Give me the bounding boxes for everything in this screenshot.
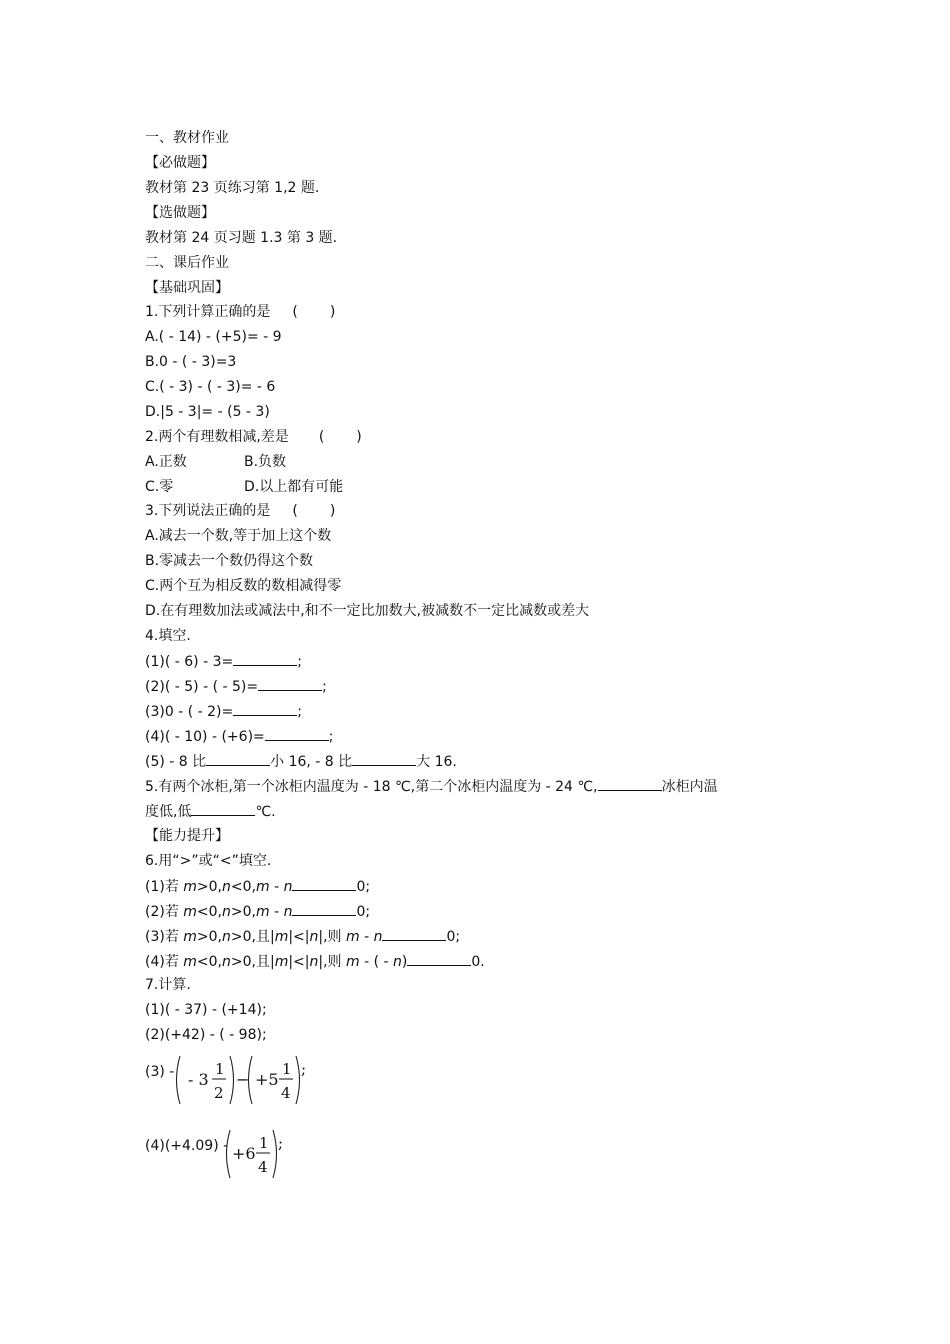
minus-sign: − [236, 1070, 250, 1089]
q1-stem [145, 302, 335, 322]
semicolon: ; [322, 679, 327, 695]
q6-stem: 6.用“>”或“<”填空. [145, 853, 272, 869]
q4-part5-text-b: 小 16, - 8 比 [270, 754, 353, 770]
section1-title: 一、教材作业 [145, 130, 229, 146]
fraction-den-2: 4 [281, 1084, 291, 1102]
text: >0,且| [230, 954, 275, 970]
var-m: m [255, 904, 270, 920]
q6-part4 [145, 951, 485, 972]
paren-right [296, 1056, 300, 1104]
q2-stem-text: 2.两个有理数相减,差是 [145, 429, 289, 445]
q3-paren-close: ) [329, 503, 336, 519]
q6-part1 [145, 876, 370, 897]
semicolon: ; [297, 654, 302, 670]
fraction-den: 4 [258, 1158, 268, 1176]
q2-option-c: C.零 [145, 479, 174, 495]
text: |<| [288, 929, 310, 945]
q3-option-b: B.零减去一个数仍得这个数 [145, 553, 314, 569]
q4-part2 [145, 676, 327, 697]
q4-part2-text: (2)( - 5) - ( - 5)= [145, 679, 259, 695]
q4-part1-text: (1)( - 6) - 3= [145, 654, 234, 670]
var-n: n [393, 954, 402, 970]
mixed-whole-2: +5 [255, 1070, 279, 1089]
answer-blank[interactable] [598, 776, 662, 791]
answer-blank[interactable] [265, 726, 329, 741]
optional-text: 教材第 24 页习题 1.3 第 3 题. [145, 230, 338, 246]
paren-right [230, 1056, 234, 1104]
paren-right [273, 1130, 277, 1178]
mixed-whole: +6 [232, 1144, 256, 1163]
q3-option-c: C.两个互为相反数的数相减得零 [145, 578, 342, 594]
basic-header: 【基础巩固】 [145, 280, 229, 296]
answer-blank[interactable] [191, 801, 255, 816]
q5-line1-text-a: 5.有两个冰柜,第一个冰柜内温度为 - 18 ℃,第二个冰柜内温度为 - 24 ℃, [145, 779, 598, 795]
fraction-num-2: 1 [282, 1060, 292, 1078]
ability-header: 【能力提升】 [145, 828, 229, 844]
q5-line1-text-b: 冰柜内温 [661, 779, 718, 795]
text: <0, [196, 954, 223, 970]
var-m: m [183, 954, 197, 970]
semicolon: ; [297, 704, 302, 720]
q1-paren-open: ( [292, 304, 298, 320]
text: (3)若 [145, 929, 184, 945]
q3-stem-text: 3.下列说法正确的是 [145, 503, 271, 519]
q4-part4 [145, 726, 333, 747]
semicolon: ; [278, 1134, 284, 1152]
q6-part3 [145, 926, 460, 947]
text: - [269, 879, 284, 895]
text: (2)若 [145, 904, 184, 920]
var-n: n [283, 879, 293, 895]
required-header: 【必做题】 [145, 155, 215, 171]
var-m: m [255, 879, 270, 895]
q4-part3-text: (3)0 - ( - 2)= [145, 704, 234, 720]
mixed-whole-1: - 3 [188, 1070, 209, 1089]
answer-blank[interactable] [233, 651, 297, 666]
q4-part5-text-a: (5) - 8 比 [145, 754, 207, 770]
text: <0, [230, 879, 256, 895]
semicolon: ; [328, 729, 334, 745]
q2-stem [145, 427, 362, 447]
text: (1)若 [145, 879, 184, 895]
q7-stem: 7.计算. [145, 977, 191, 993]
q1-option-a: A.( - 14) - (+5)= - 9 [145, 329, 282, 345]
q5-line1 [145, 776, 718, 797]
q5-line2 [145, 801, 276, 822]
text: 0; [356, 904, 371, 920]
q4-part5 [145, 751, 457, 772]
q1-option-c: C.( - 3) - ( - 3)= - 6 [145, 379, 276, 395]
text: - ( - [359, 954, 394, 970]
var-n: n [222, 879, 231, 895]
var-m: m [346, 954, 360, 970]
fraction-num-1: 1 [215, 1060, 225, 1078]
answer-blank[interactable] [258, 676, 322, 691]
q4-stem: 4.填空. [145, 628, 191, 644]
answer-blank[interactable] [407, 951, 471, 966]
answer-blank[interactable] [382, 926, 446, 941]
text: <0, [196, 904, 223, 920]
answer-blank[interactable] [292, 876, 356, 891]
paren-left [177, 1056, 181, 1104]
var-m: m [183, 879, 197, 895]
q7-part2: (2)(+42) - ( - 98); [145, 1027, 267, 1043]
q3-paren-open: ( [292, 503, 298, 519]
q4-part5-text-c: 大 16. [416, 754, 457, 770]
fraction-num: 1 [259, 1134, 269, 1152]
paren-left [227, 1130, 231, 1178]
text: |<| [288, 954, 310, 970]
answer-blank[interactable] [206, 751, 270, 766]
answer-blank[interactable] [233, 701, 297, 716]
var-m: m [274, 929, 289, 945]
text: - [359, 929, 374, 945]
q1-stem-text: 1.下列计算正确的是 [145, 304, 271, 320]
text: ) [401, 954, 408, 970]
var-n: n [283, 904, 293, 920]
q1-paren-close: ) [329, 304, 336, 320]
q2-option-a: A.正数 [145, 454, 187, 470]
var-m: m [274, 954, 289, 970]
q7-part1: (1)( - 37) - (+14); [145, 1002, 267, 1018]
optional-header: 【选做题】 [145, 205, 215, 221]
text: |,则 [318, 954, 347, 970]
text: (4)若 [145, 954, 184, 970]
answer-blank[interactable] [292, 901, 356, 916]
q7-part4-prefix: (4)(+4.09) - [145, 1138, 229, 1154]
text: >0,且| [230, 929, 275, 945]
q2-paren-open: ( [318, 429, 325, 445]
q7-part3-formula [170, 1052, 320, 1108]
var-n: n [222, 929, 231, 945]
required-text: 教材第 23 页练习第 1,2 题. [145, 180, 320, 196]
text: >0, [196, 929, 223, 945]
q3-option-d: D.在有理数加法或减法中,和不一定比加数大,被减数不一定比减数或差大 [145, 603, 590, 619]
q4-part4-text: (4)( - 10) - (+6)= [145, 729, 265, 745]
var-m: m [346, 929, 360, 945]
q7-part3-prefix: (3) - [145, 1064, 175, 1080]
var-n: n [373, 929, 383, 945]
q4-part1 [145, 651, 302, 672]
section2-title: 二、课后作业 [145, 255, 229, 271]
var-n: n [309, 929, 319, 945]
q3-option-a: A.减去一个数,等于加上这个数 [145, 528, 332, 544]
q7-part4-formula [222, 1126, 292, 1182]
text: >0, [196, 879, 223, 895]
var-n: n [222, 954, 231, 970]
q6-part2 [145, 901, 370, 922]
text: 0. [471, 954, 485, 970]
q2-option-b: B.负数 [244, 454, 287, 470]
fraction-den-1: 2 [214, 1084, 224, 1102]
q5-line2-text-b: ℃. [255, 804, 276, 820]
q2-option-d: D.以上都有可能 [244, 479, 344, 495]
text: >0, [230, 904, 256, 920]
var-m: m [183, 904, 197, 920]
answer-blank[interactable] [352, 751, 416, 766]
text: 0; [356, 879, 371, 895]
q4-part3 [145, 701, 302, 722]
text: 0; [446, 929, 461, 945]
q1-option-b: B.0 - ( - 3)=3 [145, 354, 237, 370]
q1-option-d: D.|5 - 3|= - (5 - 3) [145, 404, 270, 420]
paren-left [249, 1056, 253, 1104]
q2-paren-close: ) [356, 429, 362, 445]
var-m: m [183, 929, 197, 945]
text: - [269, 904, 284, 920]
var-n: n [309, 954, 319, 970]
semicolon: ; [301, 1060, 307, 1078]
q5-line2-text-a: 度低,低 [145, 804, 192, 820]
var-n: n [222, 904, 231, 920]
text: |,则 [318, 929, 347, 945]
q3-stem [145, 501, 335, 521]
